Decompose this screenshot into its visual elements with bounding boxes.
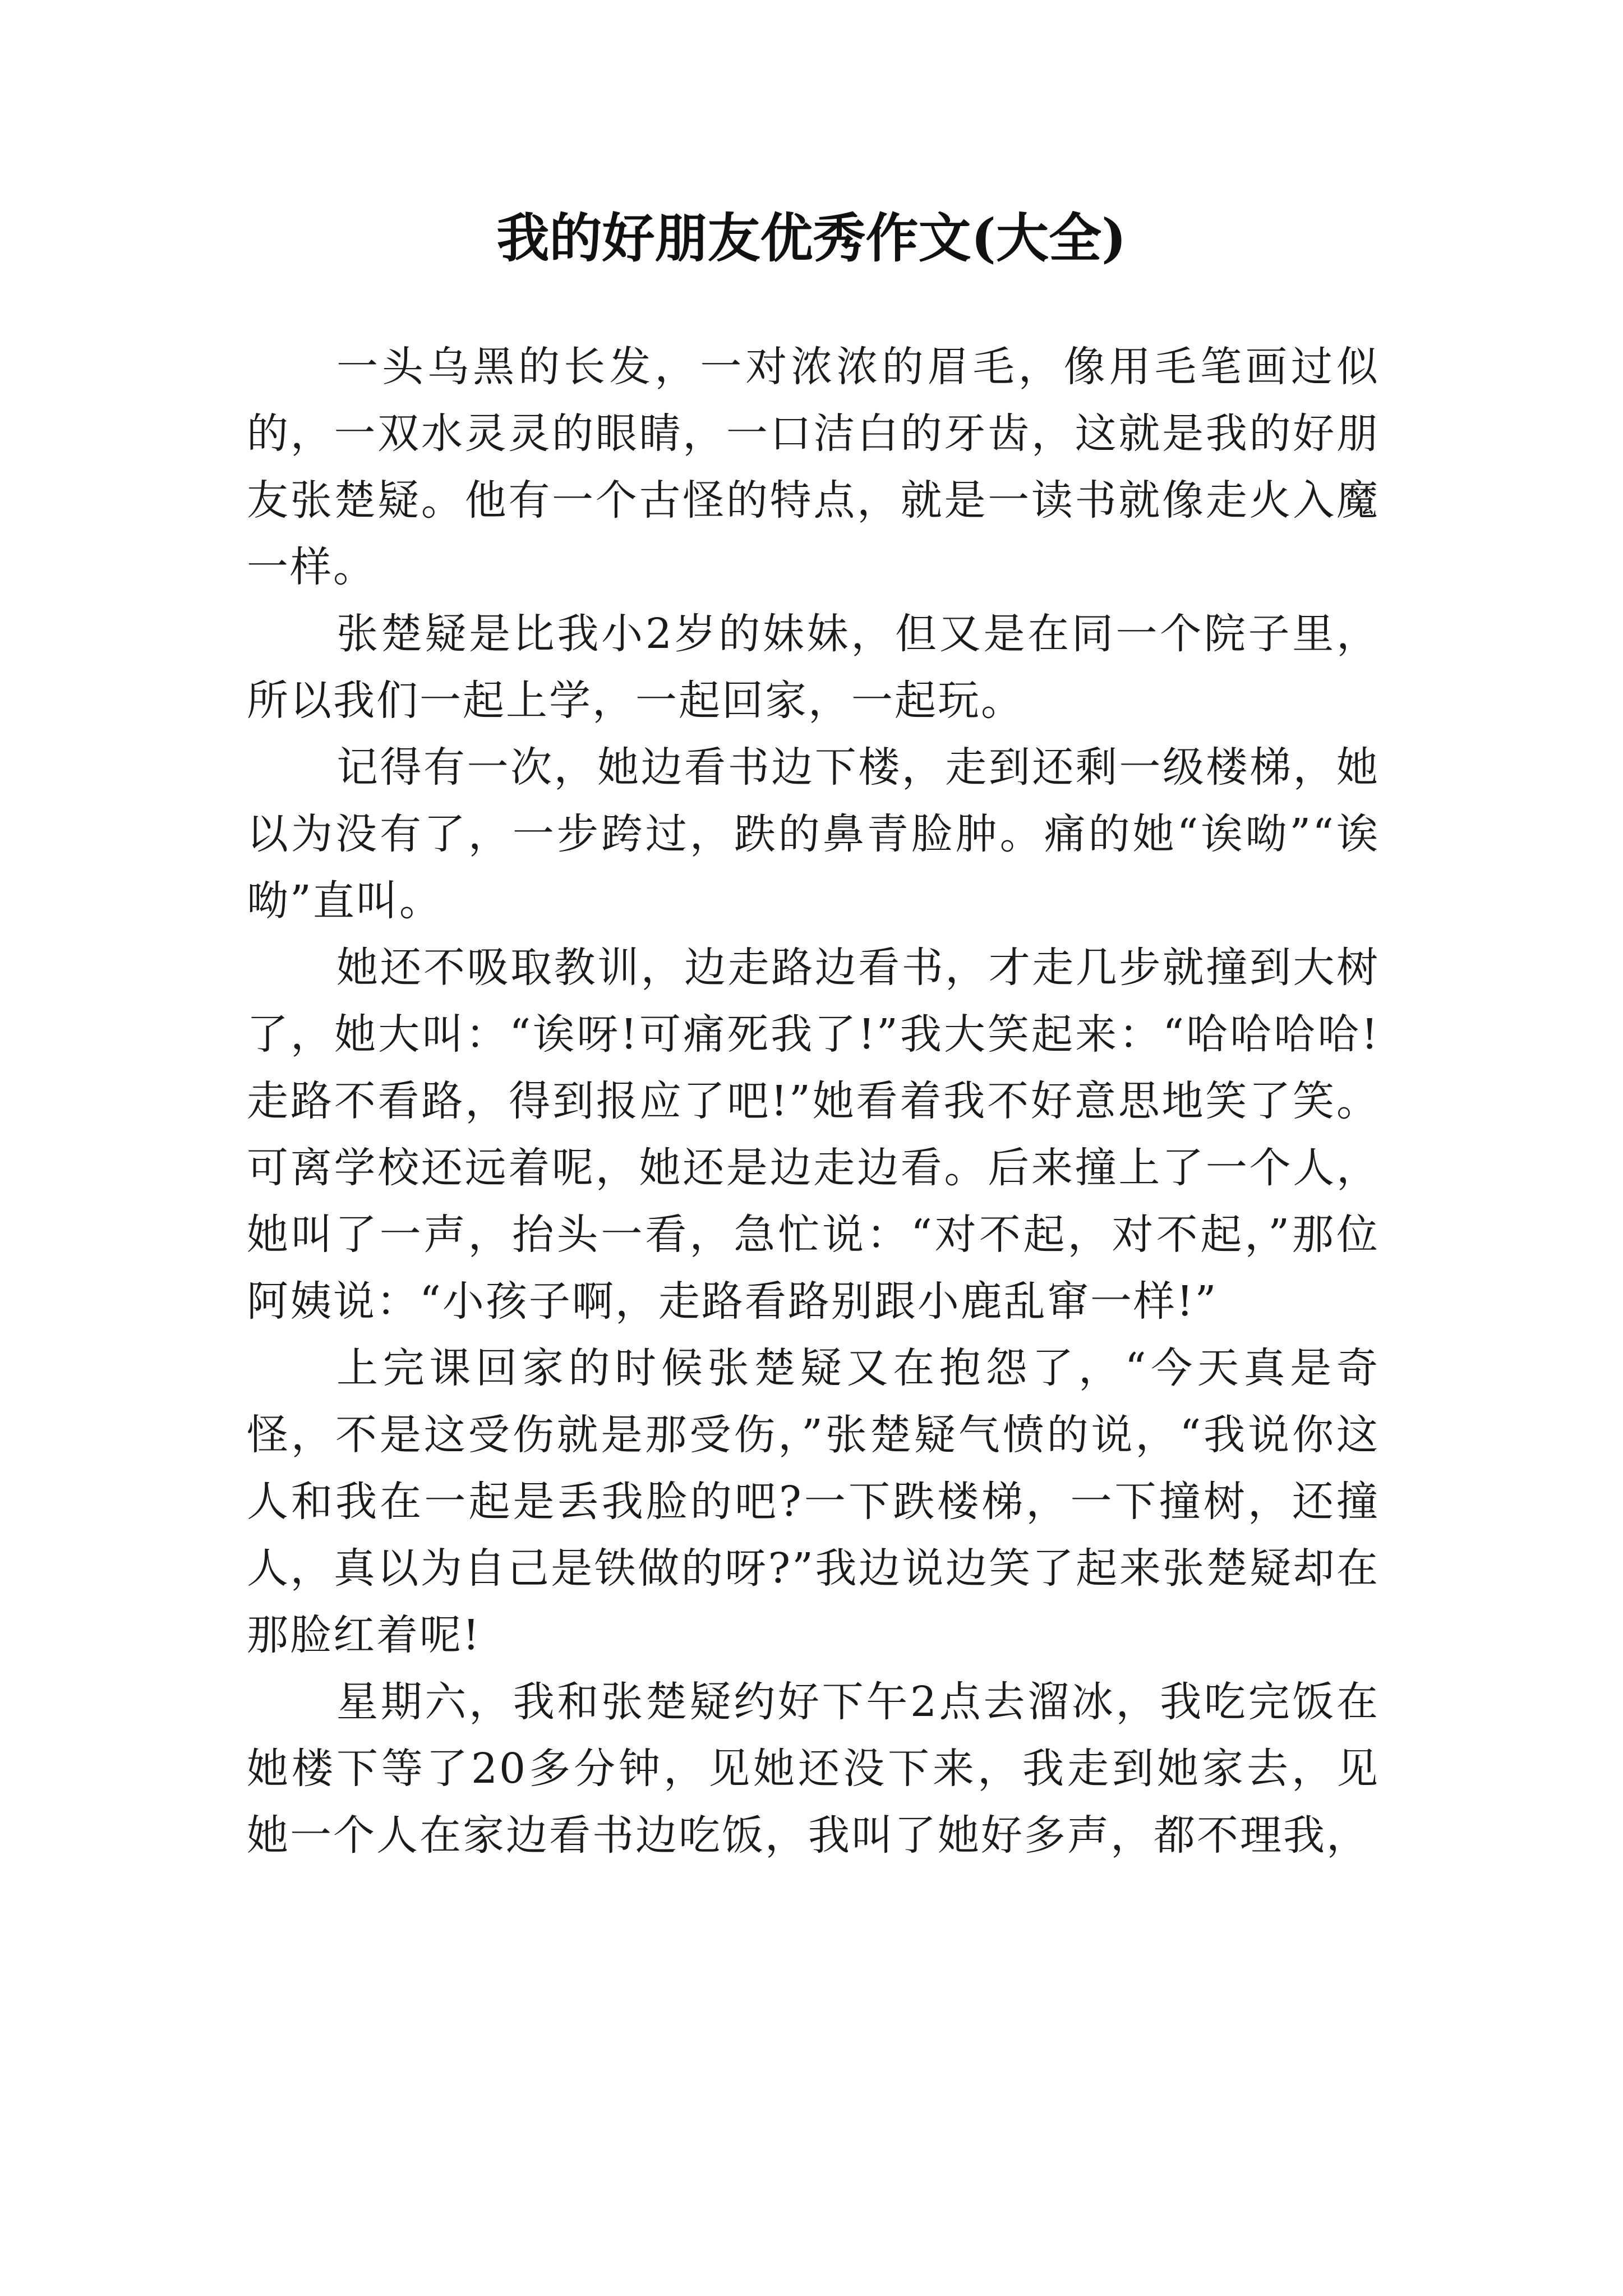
paragraph-tree: 她还不吸取教训，边走路边看书，才走几步就撞到大树了，她大叫：“诶呀!可痛死我了!”我大笑起来：“哈哈哈哈!走路不看路，得到报应了吧!”她看着我不好意思地笑了笑。可离学校还远着呢，她还是边走边看。后来撞上了一个人，她叫了一声，抬头一看，急忙说：“对不起，对不起，”那位阿姨说：“小孩子啊，走路看路别跟小鹿乱窜一样!” — [247, 944, 1380, 1326]
paragraph-complaint: 上完课回家的时候张楚疑又在抱怨了，“今天真是奇怪，不是这受伤就是那受伤，”张楚疑气愤的说，“我说你这人和我在一起是丢我脸的吧?一下跌楼梯，一下撞树，还撞人，真以为自己是铁做的呀?”我边说边笑了起来张楚疑却在那脸红着呢! — [247, 1344, 1380, 1659]
paragraph-relationship: 张楚疑是比我小2岁的妹妹，但又是在同一个院子里，所以我们一起上学，一起回家，一起玩。 — [247, 610, 1380, 725]
document-title: 我的好朋友优秀作文(大全) — [496, 208, 1127, 269]
paragraph-stairs: 记得有一次，她边看书边下楼，走到还剩一级楼梯，她以为没有了，一步跨过，跌的鼻青脸肿。痛的她“诶呦”“诶呦”直叫。 — [247, 743, 1380, 925]
paragraph-saturday: 星期六，我和张楚疑约好下午2点去溜冰，我吃完饭在她楼下等了20多分钟，见她还没下来，我走到她家去，见她一个人在家边看书边吃饭，我叫了她好多声，都不理我， — [247, 1678, 1380, 1860]
document-body — [247, 334, 1380, 1869]
paragraph-description: 一头乌黑的长发，一对浓浓的眉毛，像用毛笔画过似的，一双水灵灵的眼睛，一口洁白的牙齿，这就是我的好朋友张楚疑。他有一个古怪的特点，就是一读书就像走火入魔一样。 — [247, 343, 1380, 591]
